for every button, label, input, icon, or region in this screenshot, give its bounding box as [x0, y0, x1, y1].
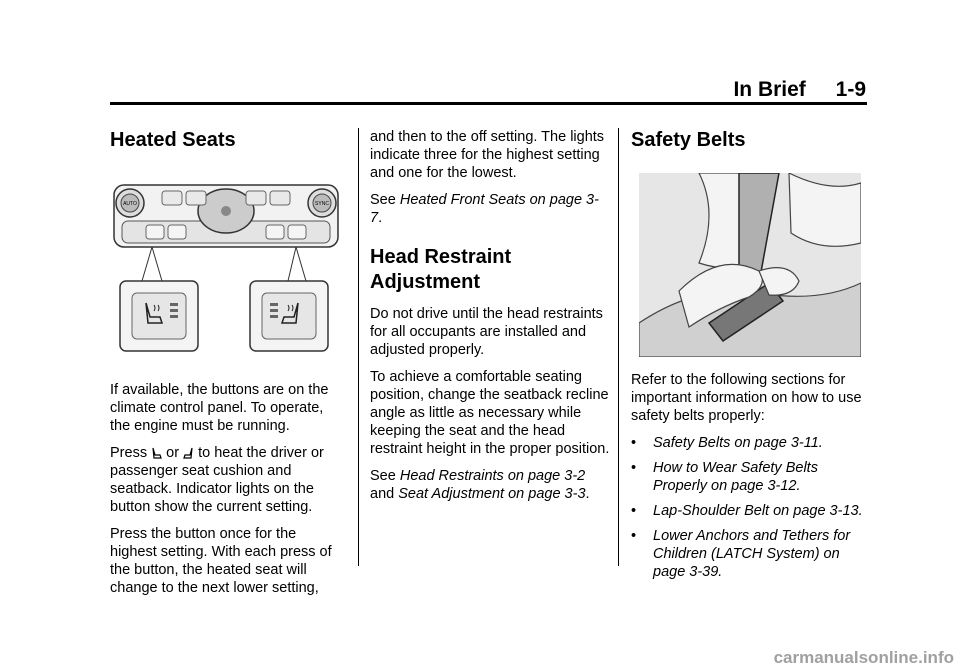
heated-front-seats-link[interactable]: Heated Front Seats on page 3-7: [370, 192, 599, 226]
column-heated-seats: [110, 128, 340, 606]
page-number: 1-9: [835, 78, 866, 101]
safety-belts-intro: Refer to the following sections for important information on how to use safety belts properly:: [631, 372, 862, 424]
period: .: [378, 210, 383, 226]
safety-belt-illustration: [639, 173, 861, 357]
list-item[interactable]: • Safety Belts on page 3-11.: [631, 434, 871, 452]
heated-seat-passenger-icon: [183, 446, 194, 459]
period: .: [585, 486, 590, 502]
see-head-restraint-ref: [370, 467, 610, 503]
heated-seats-para-3: Press the button once for the highest setting. With each press of the button, the heated seat will change to the next lower setting,: [110, 526, 332, 596]
heated-seats-para-1: If available, the buttons are on the climate control panel. To operate, the engine must be running.: [110, 382, 329, 434]
head-restraint-heading: Head Restraint Adjustment: [370, 246, 512, 293]
sync-label: SYNC: [315, 201, 329, 207]
column-divider-1: [358, 128, 359, 566]
safety-belts-list: [631, 434, 871, 581]
section-title: In Brief: [733, 78, 806, 101]
header-rule: [110, 102, 867, 105]
column-divider-2: [618, 128, 619, 566]
head-restraint-para-2: To achieve a comfortable seating position, change the seatback recline angle as little as necessary while keeping the seat and the head restraint height in the proper position.: [370, 369, 610, 457]
column-safety-belts: [631, 128, 871, 588]
auto-label: AUTO: [123, 201, 137, 207]
page-header: [733, 78, 866, 102]
heated-seats-heading: Heated Seats: [110, 129, 236, 151]
and-text: and: [370, 486, 395, 502]
head-restraint-para-1: Do not drive until the head restraints for all occupants are installed and adjusted properly.: [370, 306, 603, 358]
column-head-restraint: [370, 128, 610, 512]
safety-belts-heading: Safety Belts: [631, 129, 746, 151]
or-text: or: [166, 445, 180, 461]
heat-instruction-text: to heat the driver or passenger seat cushion and seatback. Indicator lights on the button show the current setting.: [110, 445, 324, 515]
see-text: See: [370, 468, 396, 484]
watermark: carmanualsonline.info: [773, 648, 954, 667]
heated-seats-para-2: [110, 444, 340, 516]
list-item[interactable]: • Lap-Shoulder Belt on page 3-13.: [631, 502, 871, 520]
seat-adjustment-link[interactable]: Seat Adjustment on page 3-3: [398, 486, 586, 502]
list-item[interactable]: • Lower Anchors and Tethers for Children (LATCH System) on page 3-39.: [631, 527, 871, 581]
see-heated-seats-ref: [370, 191, 610, 227]
climate-panel-illustration: [110, 181, 340, 361]
press-text: Press: [110, 445, 148, 461]
off-setting-para: and then to the off setting. The lights indicate three for the highest setting and one for the lowest.: [370, 129, 605, 181]
see-text: See: [370, 192, 396, 208]
heated-seat-driver-icon: [151, 446, 162, 459]
head-restraints-link[interactable]: Head Restraints on page 3-2: [399, 468, 586, 484]
list-item[interactable]: • How to Wear Safety Belts Properly on page 3-12.: [631, 459, 871, 495]
